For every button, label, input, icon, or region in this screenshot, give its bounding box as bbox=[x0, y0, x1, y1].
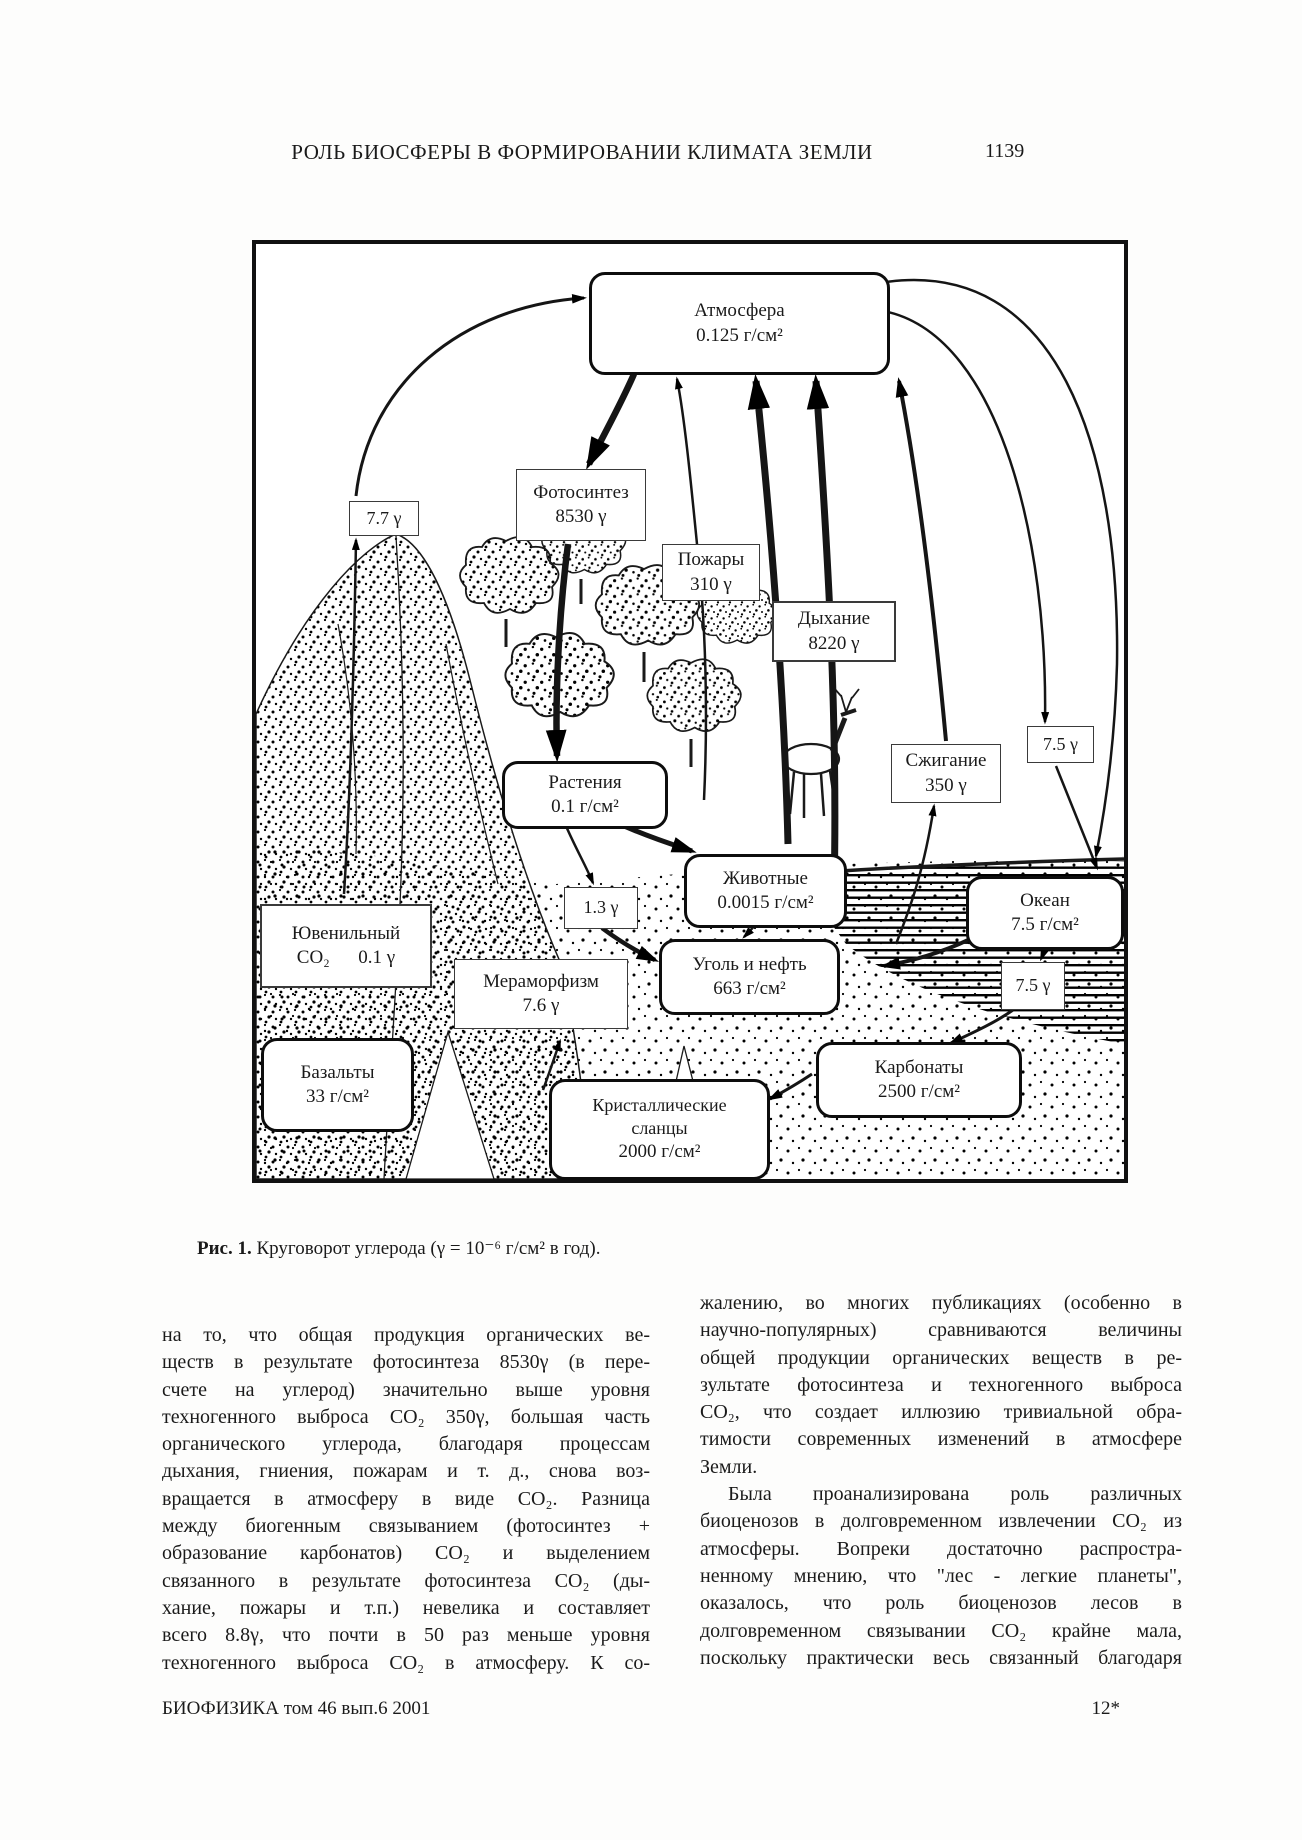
node-coal-oil bbox=[659, 939, 840, 1015]
node-label: Фотосинтез bbox=[533, 481, 629, 503]
node-fires bbox=[662, 544, 760, 601]
text-line: органического углерода, благодаря процессам bbox=[162, 1433, 650, 1456]
footer-page-mark: 12* bbox=[1091, 1698, 1120, 1719]
node-value: 310 γ bbox=[690, 573, 732, 595]
node-label: Уголь и нефть bbox=[692, 953, 807, 975]
node-label: Пожары bbox=[677, 549, 745, 571]
text-line: поскольку практически весь связанный благодаря bbox=[700, 1646, 1182, 1669]
text-line: на то, что общая продукция органических ве- bbox=[162, 1324, 650, 1346]
node-basalts bbox=[261, 1038, 414, 1132]
text-line: вращается в атмосферу в виде CO₂. Разница bbox=[162, 1487, 650, 1510]
figure-caption bbox=[197, 1237, 601, 1260]
body-column-right bbox=[700, 1290, 1182, 1672]
node-value: 0.0015 г/см² bbox=[717, 892, 814, 913]
text-line: техногенного выброса CO₂ 350γ, большая часть bbox=[162, 1405, 650, 1428]
text-line: связанного в результате фотосинтеза CO₂ (ды- bbox=[162, 1569, 650, 1592]
node-flux-7-7 bbox=[349, 501, 419, 536]
node-crystalline-schists bbox=[549, 1079, 770, 1180]
node-value: 8220 γ bbox=[808, 632, 860, 654]
text-line: между биогенным связыванием (фотосинтез + bbox=[162, 1515, 650, 1538]
figure-caption-label: Рис. 1. bbox=[197, 1238, 252, 1259]
text-line: долговременном связывании CO₂ крайне мала, bbox=[700, 1619, 1182, 1642]
text-line: общей продукции органических веществ в ре- bbox=[700, 1346, 1182, 1369]
text-line: атмосферы. Вопреки достаточно распростра- bbox=[700, 1537, 1182, 1560]
node-juvenile-co2 bbox=[260, 904, 432, 988]
text-line: Была проанализирована роль различных bbox=[728, 1483, 1182, 1506]
figure-caption-text: Круговорот углерода (γ = 10⁻⁶ г/см² в год). bbox=[251, 1238, 601, 1259]
node-value: 2500 г/см² bbox=[878, 1081, 960, 1102]
text-line: ненному мнению, что "лес - легкие планеты", bbox=[700, 1564, 1182, 1587]
node-burning bbox=[891, 744, 1001, 803]
text-line: счете на углерод) значительно выше уровня bbox=[162, 1378, 650, 1401]
text-line: научно-популярных) сравниваются величины bbox=[700, 1319, 1182, 1342]
node-respiration bbox=[772, 601, 896, 662]
node-value: 663 г/см² bbox=[713, 978, 786, 999]
text-line: Земли. bbox=[700, 1455, 758, 1478]
node-value: 7.6 γ bbox=[522, 995, 560, 1016]
node-ocean bbox=[966, 876, 1124, 950]
node-value: 1.3 γ bbox=[583, 897, 619, 918]
text-line: тимости современных изменений в атмосфере bbox=[700, 1428, 1182, 1451]
node-label: сланцы bbox=[631, 1118, 688, 1139]
text-line: хание, пожары и т.п.) невелика и составляет bbox=[162, 1596, 650, 1619]
node-metamorphism bbox=[454, 959, 628, 1029]
node-value: 7.5 г/см² bbox=[1011, 914, 1079, 935]
node-value: 0.1 г/см² bbox=[551, 796, 619, 817]
node-flux-7-5-top bbox=[1027, 726, 1094, 763]
page-number: 1139 bbox=[985, 140, 1025, 162]
text-line: оказалось, что роль биоценозов лесов в bbox=[700, 1592, 1182, 1615]
text-line: всего 8.8γ, что почти в 50 раз меньше уровня bbox=[162, 1624, 650, 1647]
node-label: Кристаллические bbox=[592, 1095, 727, 1116]
figure-frame bbox=[252, 240, 1128, 1183]
node-value: 7.7 γ bbox=[366, 507, 402, 528]
text-line: техногенного выброса CO₂ в атмосферу. К со- bbox=[162, 1651, 650, 1674]
node-photosynthesis bbox=[516, 469, 646, 541]
text-line: зультате фотосинтеза и техногенного выброса bbox=[700, 1373, 1182, 1396]
text-line: биоценозов в долговременном извлечении CO₂ из bbox=[700, 1510, 1182, 1533]
text-line: образование карбонатов) CO₂ и выделением bbox=[162, 1542, 650, 1565]
node-value: 33 г/см² bbox=[306, 1086, 369, 1107]
text-line: дыхания, гниения, пожарам и т. д., снова воз- bbox=[162, 1460, 650, 1483]
node-value: 7.5 γ bbox=[1043, 733, 1078, 754]
node-label: Животные bbox=[723, 867, 808, 889]
node-label: Океан bbox=[1020, 889, 1070, 911]
node-label: Растения bbox=[548, 771, 622, 793]
node-value: 7.5 γ bbox=[1015, 975, 1051, 996]
node-label: Базальты bbox=[300, 1061, 375, 1083]
node-label: Дыхание bbox=[797, 608, 871, 630]
page-header-title: РОЛЬ БИОСФЕРЫ В ФОРМИРОВАНИИ КЛИМАТА ЗЕМЛИ bbox=[291, 140, 873, 164]
text-line: ществ в результате фотосинтеза 8530γ (в пере- bbox=[162, 1351, 650, 1374]
node-plants bbox=[502, 761, 668, 829]
node-label: Ювенильный bbox=[291, 922, 401, 944]
deer-art bbox=[783, 688, 859, 818]
node-flux-1-3 bbox=[564, 887, 638, 929]
node-value: 350 γ bbox=[925, 774, 967, 796]
node-carbonates bbox=[816, 1042, 1022, 1118]
footer-journal: БИОФИЗИКА том 46 вып.6 2001 bbox=[162, 1698, 431, 1719]
node-label: Мераморфизм bbox=[483, 970, 599, 992]
text-line: CO₂, что создает иллюзию тривиальной обра- bbox=[700, 1401, 1182, 1424]
node-label: Сжигание bbox=[905, 750, 987, 772]
node-label: Атмосфера bbox=[694, 300, 785, 322]
node-value: 8530 γ bbox=[555, 506, 607, 527]
node-label: Карбонаты bbox=[874, 1056, 964, 1078]
node-value: 2000 г/см² bbox=[618, 1141, 701, 1163]
node-value: CO₂ 0.1 γ bbox=[296, 947, 396, 968]
body-column-left bbox=[162, 1322, 650, 1677]
text-line: жалению, во многих публикациях (особенно в bbox=[700, 1292, 1182, 1314]
node-flux-7-5-mid bbox=[1001, 962, 1065, 1010]
node-animals bbox=[684, 854, 847, 928]
node-value: 0.125 г/см² bbox=[696, 324, 783, 346]
node-atmosphere bbox=[589, 272, 890, 375]
